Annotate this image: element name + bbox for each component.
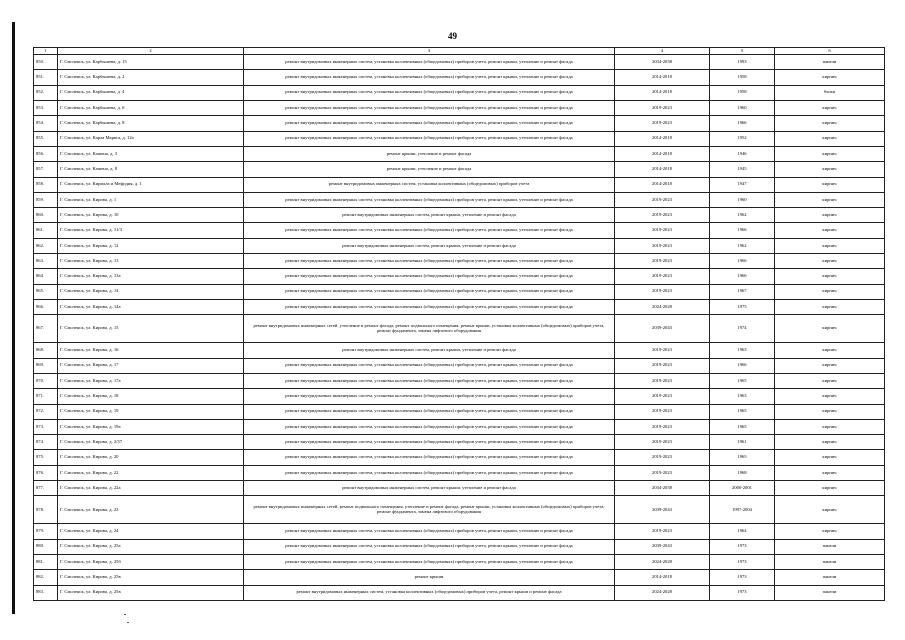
scan-speck [124, 614, 126, 615]
year-cell: 1966 [710, 269, 775, 284]
table-row [34, 238, 885, 253]
period-cell: 2019-2023 [615, 343, 710, 358]
works-cell: ремонт внутридомовых инженерных систем, установка коллективных (общедомовых) приборов учета, ремонт крыши, утепление и ремонт фасада [244, 85, 615, 100]
address-cell: Г. Смоленск, ул. Кирова, д. 20 [58, 450, 244, 465]
table-row [34, 389, 885, 404]
period-cell: 2019-2023 [615, 284, 710, 299]
period-cell: 2039-2043 [615, 496, 710, 524]
period-cell: 2019-2023 [615, 100, 710, 115]
year-cell: 1960 [710, 100, 775, 115]
address-cell: Г. Смоленск, ул. Кирова, д. 13а [58, 269, 244, 284]
works-cell: ремонт крыши, утепление и ремонт фасада [244, 162, 615, 177]
material-cell: кирпич [775, 435, 885, 450]
address-cell: Г. Смоленск, ул. Кирова, д. 18 [58, 389, 244, 404]
year-cell: 1946 [710, 146, 775, 161]
table-row [34, 404, 885, 419]
row-number: 860. [34, 208, 58, 223]
address-cell: Г. Смоленск, ул. Карбышева, д. 8 [58, 116, 244, 131]
material-cell: блоки [775, 85, 885, 100]
period-cell: 2019-2023 [615, 524, 710, 539]
year-cell: 1993 [710, 55, 775, 70]
year-cell: 1960 [710, 192, 775, 207]
material-cell: кирпич [775, 358, 885, 373]
period-cell: 2019-2023 [615, 208, 710, 223]
year-cell: 1965 [710, 450, 775, 465]
table-row [34, 585, 885, 600]
table-row [34, 358, 885, 373]
year-cell: 1962 [710, 238, 775, 253]
material-cell: кирпич [775, 373, 885, 388]
material-cell: кирпич [775, 343, 885, 358]
year-cell: 1964 [710, 524, 775, 539]
table-row [34, 555, 885, 570]
table-row [34, 435, 885, 450]
works-cell: ремонт внутридомовых инженерных систем, установка коллективных (общедомовых) приборов учета, ремонт крыши, утепление и ремонт фасада [244, 284, 615, 299]
address-cell: Г. Смоленск, ул. Карбышева, д. 15 [58, 55, 244, 70]
period-cell: 2039-2043 [615, 315, 710, 343]
material-cell: кирпич [775, 131, 885, 146]
works-cell: ремонт внутридомовых инженерных систем, установка коллективных (общедомовых) приборов учета, ремонт крыши, утепление и ремонт фасада [244, 55, 615, 70]
table-row [34, 223, 885, 238]
period-cell: 2014-2018 [615, 70, 710, 85]
row-number: 877. [34, 481, 58, 496]
material-cell: кирпич [775, 481, 885, 496]
table-row [34, 419, 885, 434]
row-number: 867. [34, 315, 58, 343]
material-cell: кирпич [775, 223, 885, 238]
works-cell: ремонт внутридомовых инженерных систем, установка коллективных (общедомовых) приборов учета, ремонт крыши, утепление и ремонт фасада [244, 524, 615, 539]
col-header-4: 4 [615, 48, 710, 55]
year-cell: 1965 [710, 373, 775, 388]
address-cell: Г. Смоленск, ул. Кирова, д. 25в [58, 570, 244, 585]
period-cell: 2034-2038 [615, 55, 710, 70]
works-cell: ремонт внутридомовых инженерных систем, ремонт крыши, утепление и ремонт фасада [244, 343, 615, 358]
row-number: 854. [34, 116, 58, 131]
housing-register-table [33, 47, 885, 601]
col-header-6: 6 [775, 48, 885, 55]
address-cell: Г. Смоленск, ул. Карбышева, д. 6 [58, 100, 244, 115]
year-cell: 1965 [710, 419, 775, 434]
address-cell: Г. Смоленск, ул. Кирова, д. 13 [58, 254, 244, 269]
row-number: 850. [34, 55, 58, 70]
year-cell: 2000-2001 [710, 481, 775, 496]
col-header-1: 1 [34, 48, 58, 55]
row-number: 880. [34, 539, 58, 554]
table-row [34, 100, 885, 115]
address-cell: Г. Смоленск, ул. Кирова, д. 17а [58, 373, 244, 388]
year-cell: 1961 [710, 435, 775, 450]
address-cell: Г. Смоленск, ул. Кашена, д. 8 [58, 162, 244, 177]
table-row [34, 300, 885, 315]
year-cell: 1947 [710, 177, 775, 192]
table-body [34, 55, 885, 601]
year-cell: 1973 [710, 539, 775, 554]
period-cell: 2019-2023 [615, 419, 710, 434]
period-cell: 2019-2023 [615, 238, 710, 253]
address-cell: Г. Смоленск, ул. Кирова, д. 19а [58, 419, 244, 434]
address-cell: Г. Смоленск, ул. Кирова, д. 25б [58, 555, 244, 570]
row-number: 865. [34, 284, 58, 299]
address-cell: Г. Смоленск, ул. Кирова, д. 1 [58, 192, 244, 207]
material-cell: кирпич [775, 465, 885, 480]
address-cell: Г. Смоленск, ул. Кирова, д. 17 [58, 358, 244, 373]
material-cell: кирпич [775, 300, 885, 315]
works-cell: ремонт внутридомовых инженерных систем, установка коллективных (общедомовых) приборов учета, ремонт крыши, утепление и ремонт фасада [244, 116, 615, 131]
row-number: 864. [34, 269, 58, 284]
table-row [34, 284, 885, 299]
year-cell: 1973 [710, 555, 775, 570]
table-row [34, 162, 885, 177]
col-header-5: 5 [710, 48, 775, 55]
row-number: 882. [34, 570, 58, 585]
works-cell: ремонт внутридомовых инженерных систем, установка коллективных (общедомовых) приборов учета, ремонт крыши, утепление и ремонт фасада [244, 223, 615, 238]
row-number: 874. [34, 435, 58, 450]
table-row [34, 208, 885, 223]
row-number: 858. [34, 177, 58, 192]
address-cell: Г. Смоленск, ул. Кирова, д. 16 [58, 343, 244, 358]
works-cell: ремонт внутридомовых инженерных систем, установка коллективных (общедомовых) приборов учета, ремонт крыши, утепление и ремонт фасада [244, 419, 615, 434]
table-row [34, 131, 885, 146]
table-row [34, 55, 885, 70]
row-number: 876. [34, 465, 58, 480]
period-cell: 2024-2028 [615, 300, 710, 315]
period-cell: 2019-2023 [615, 116, 710, 131]
material-cell: кирпич [775, 404, 885, 419]
row-number: 881. [34, 555, 58, 570]
works-cell: ремонт внутридомовых инженерных систем, ремонт крыши, утепление и ремонт фасада [244, 238, 615, 253]
table-row [34, 373, 885, 388]
row-number: 857. [34, 162, 58, 177]
works-cell: ремонт внутридомовых инженерных систем, ремонт крыши, утепление и ремонт фасада [244, 481, 615, 496]
year-cell: 1966 [710, 116, 775, 131]
address-cell: Г. Смоленск, ул. Кирова, д. 2/57 [58, 435, 244, 450]
period-cell: 2034-2038 [615, 481, 710, 496]
row-number: 879. [34, 524, 58, 539]
year-cell: 1975 [710, 300, 775, 315]
material-cell: кирпич [775, 450, 885, 465]
year-cell: 1952 [710, 131, 775, 146]
works-cell: ремонт внутридомовых инженерных сетей, ремонт подвального помещения, утепление и ремонт фасада, ремонт крыши, установка коллективных (общедомовых) приборов учета, ремонт фундамента, замена лифтового оборудования [244, 496, 615, 524]
period-cell: 2019-2023 [615, 465, 710, 480]
material-cell: кирпич [775, 177, 885, 192]
year-cell: 1966 [710, 358, 775, 373]
table-row [34, 70, 885, 85]
period-cell: 2019-2023 [615, 389, 710, 404]
material-cell: панели [775, 55, 885, 70]
works-cell: ремонт внутридомовых инженерных систем, установка коллективных (общедомовых) приборов учета, ремонт крыши, утепление и ремонт фасада [244, 358, 615, 373]
row-number: 866. [34, 300, 58, 315]
material-cell: кирпич [775, 162, 885, 177]
period-cell: 2014-2018 [615, 570, 710, 585]
address-cell: Г. Смоленск, ул. Кирова, д. 25в [58, 585, 244, 600]
period-cell: 2019-2023 [615, 435, 710, 450]
row-number: 873. [34, 419, 58, 434]
address-cell: Г. Смоленск, ул. Кирова, д. 24 [58, 524, 244, 539]
year-cell: 1962 [710, 208, 775, 223]
table-row [34, 465, 885, 480]
period-cell: 2014-2018 [615, 177, 710, 192]
row-number: 863. [34, 254, 58, 269]
row-number: 856. [34, 146, 58, 161]
address-cell: Г. Смоленск, ул. Карла Маркса, д. 12а [58, 131, 244, 146]
works-cell: ремонт внутридомовых инженерных систем, установка коллективных (общедомовых) приборов учета, ремонт крыши и ремонт фасада [244, 585, 615, 600]
works-cell: ремонт внутридомовых инженерных систем, установка коллективных (общедомовых) приборов учета, ремонт крыши, утепление и ремонт фасада [244, 555, 615, 570]
address-cell: Г. Смоленск, ул. Кирова, д. 12 [58, 238, 244, 253]
row-number: 852. [34, 85, 58, 100]
works-cell: ремонт внутридомовых инженерных систем, установка коллективных (общедомовых) приборов учета, ремонт крыши, утепление и ремонт фасада [244, 450, 615, 465]
row-number: 872. [34, 404, 58, 419]
works-cell: ремонт внутридомовых инженерных систем, установка коллективных (общедомовых) приборов учета, ремонт крыши, утепление и ремонт фасада [244, 435, 615, 450]
year-cell: 1973 [710, 570, 775, 585]
address-cell: Г. Смоленск, ул. Кирова, д. 22 [58, 465, 244, 480]
table-row [34, 269, 885, 284]
works-cell: ремонт внутридомовых инженерных систем, установка коллективных (общедомовых) приборов учета, ремонт крыши, утепление и ремонт фасада [244, 192, 615, 207]
works-cell: ремонт внутридомовых инженерных систем, установка коллективных (общедомовых) приборов учета, ремонт крыши, утепление и ремонт фасада [244, 100, 615, 115]
year-cell: 1997-2004 [710, 496, 775, 524]
works-cell: ремонт внутридомовых инженерных систем, установка коллективных (общедомовых) приборов учета [244, 177, 615, 192]
material-cell: панели [775, 555, 885, 570]
material-cell: кирпич [775, 389, 885, 404]
table-row [34, 254, 885, 269]
table-row [34, 116, 885, 131]
material-cell: кирпич [775, 496, 885, 524]
year-cell: 1966 [710, 254, 775, 269]
year-cell: 1974 [710, 315, 775, 343]
year-cell: 1963 [710, 343, 775, 358]
period-cell: 2019-2023 [615, 223, 710, 238]
period-cell: 2019-2023 [615, 269, 710, 284]
row-number: 875. [34, 450, 58, 465]
period-cell: 2014-2018 [615, 162, 710, 177]
address-cell: Г. Смоленск, ул. Кирова, д. 14а [58, 300, 244, 315]
year-cell: 1973 [710, 585, 775, 600]
works-cell: ремонт внутридомовых инженерных систем, ремонт крыши, утепление и ремонт фасада [244, 208, 615, 223]
year-cell: 1965 [710, 404, 775, 419]
address-cell: Г. Смоленск, ул. Кирова, д. 23 [58, 496, 244, 524]
period-cell: 2039-2043 [615, 539, 710, 554]
period-cell: 2024-2028 [615, 555, 710, 570]
material-cell: панели [775, 539, 885, 554]
address-cell: Г. Смоленск, ул. Кашена, д. 3 [58, 146, 244, 161]
table-row [34, 85, 885, 100]
material-cell: кирпич [775, 208, 885, 223]
table-row [34, 315, 885, 343]
works-cell: ремонт внутридомовых инженерных систем, установка коллективных (общедомовых) приборов учета, ремонт крыши, утепление и ремонт фасада [244, 300, 615, 315]
period-cell: 2019-2023 [615, 192, 710, 207]
row-number: 878. [34, 496, 58, 524]
period-cell: 2019-2023 [615, 254, 710, 269]
row-number: 853. [34, 100, 58, 115]
row-number: 883. [34, 585, 58, 600]
address-cell: Г. Смоленск, ул. Кирова, д. 15 [58, 315, 244, 343]
row-number: 851. [34, 70, 58, 85]
period-cell: 2014-2018 [615, 85, 710, 100]
material-cell: кирпич [775, 116, 885, 131]
page-number: 49 [448, 31, 457, 41]
material-cell: кирпич [775, 254, 885, 269]
scan-edge-line [12, 22, 15, 614]
period-cell: 2014-2018 [615, 146, 710, 161]
table-row [34, 343, 885, 358]
row-number: 868. [34, 343, 58, 358]
works-cell: ремонт внутридомовых инженерных систем, установка коллективных (общедомовых) приборов учета, ремонт крыши, утепление и ремонт фасада [244, 404, 615, 419]
col-header-2: 2 [58, 48, 244, 55]
works-cell: ремонт внутридомовых инженерных систем, установка коллективных (общедомовых) приборов учета, ремонт крыши, утепление и ремонт фасада [244, 539, 615, 554]
year-cell: 1958 [710, 70, 775, 85]
material-cell: кирпич [775, 146, 885, 161]
row-number: 862. [34, 238, 58, 253]
works-cell: ремонт внутридомовых инженерных систем, установка коллективных (общедомовых) приборов учета, ремонт крыши, утепление и ремонт фасада [244, 70, 615, 85]
period-cell: 2019-2023 [615, 450, 710, 465]
address-cell: Г. Смоленск, ул. Кирова, д. 25а [58, 539, 244, 554]
year-cell: 1966 [710, 223, 775, 238]
material-cell: кирпич [775, 419, 885, 434]
works-cell: ремонт внутридомовых инженерных систем, установка коллективных (общедомовых) приборов учета, ремонт крыши, утепление и ремонт фасада [244, 269, 615, 284]
material-cell: кирпич [775, 70, 885, 85]
row-number: 870. [34, 373, 58, 388]
address-cell: Г. Смоленск, ул. Кирова, д. 22а [58, 481, 244, 496]
address-cell: Г. Смоленск, ул. Кирова, д. 19 [58, 404, 244, 419]
period-cell: 2014-2018 [615, 131, 710, 146]
year-cell: 1968 [710, 465, 775, 480]
material-cell: кирпич [775, 100, 885, 115]
material-cell: кирпич [775, 284, 885, 299]
material-cell: кирпич [775, 192, 885, 207]
period-cell: 2024-2028 [615, 585, 710, 600]
address-cell: Г. Смоленск, ул. Карбышева, д. 2 [58, 70, 244, 85]
table-row [34, 146, 885, 161]
works-cell: ремонт внутридомовых инженерных систем, установка коллективных (общедомовых) приборов учета, ремонт крыши, утепление и ремонт фасада [244, 465, 615, 480]
header-row [34, 48, 885, 55]
works-cell: ремонт внутридомовых инженерных систем, установка коллективных (общедомовых) приборов учета, ремонт крыши, утепление и ремонт фасада [244, 131, 615, 146]
period-cell: 2019-2023 [615, 373, 710, 388]
row-number: 871. [34, 389, 58, 404]
period-cell: 2019-2023 [615, 404, 710, 419]
works-cell: ремонт крыши [244, 570, 615, 585]
address-cell: Г. Смоленск, ул. Кирова, д. 11/3 [58, 223, 244, 238]
material-cell: панели [775, 570, 885, 585]
table-row [34, 177, 885, 192]
address-cell: Г. Смоленск, ул. Карбышева, д. 4 [58, 85, 244, 100]
material-cell: кирпич [775, 269, 885, 284]
col-header-3: 3 [244, 48, 615, 55]
year-cell: 1958 [710, 85, 775, 100]
works-cell: ремонт внутридомовых инженерных систем, установка коллективных (общедомовых) приборов учета, ремонт крыши, утепление и ремонт фасада [244, 254, 615, 269]
row-number: 869. [34, 358, 58, 373]
table-row [34, 450, 885, 465]
period-cell: 2019-2023 [615, 358, 710, 373]
material-cell: кирпич [775, 238, 885, 253]
table-row [34, 481, 885, 496]
table-row [34, 570, 885, 585]
material-cell: кирпич [775, 524, 885, 539]
address-cell: Г. Смоленск, ул. Кирилла и Мефодия, д. 1 [58, 177, 244, 192]
works-cell: ремонт внутридомовых инженерных сетей, утепление и ремонт фасада, ремонт подвального помещения, ремонт крыши, установка коллективных (общедомовых) приборов учета, ремонт фундамента, замена лифтового оборудования [244, 315, 615, 343]
table-row [34, 524, 885, 539]
row-number: 855. [34, 131, 58, 146]
works-cell: ремонт внутридомовых инженерных систем, установка коллективных (общедомовых) приборов учета, ремонт крыши, утепление и ремонт фасада [244, 389, 615, 404]
works-cell: ремонт крыши, утепление и ремонт фасада [244, 146, 615, 161]
table-row [34, 539, 885, 554]
address-cell: Г. Смоленск, ул. Кирова, д. 14 [58, 284, 244, 299]
row-number: 859. [34, 192, 58, 207]
table-row [34, 496, 885, 524]
material-cell: панели [775, 585, 885, 600]
year-cell: 1967 [710, 284, 775, 299]
row-number: 861. [34, 223, 58, 238]
year-cell: 1945 [710, 162, 775, 177]
year-cell: 1963 [710, 389, 775, 404]
address-cell: Г. Смоленск, ул. Кирова, д. 10 [58, 208, 244, 223]
material-cell: кирпич [775, 315, 885, 343]
scan-speck [127, 622, 129, 623]
table-row [34, 192, 885, 207]
works-cell: ремонт внутридомовых инженерных систем, установка коллективных (общедомовых) приборов учета, ремонт крыши, утепление и ремонт фасада [244, 373, 615, 388]
